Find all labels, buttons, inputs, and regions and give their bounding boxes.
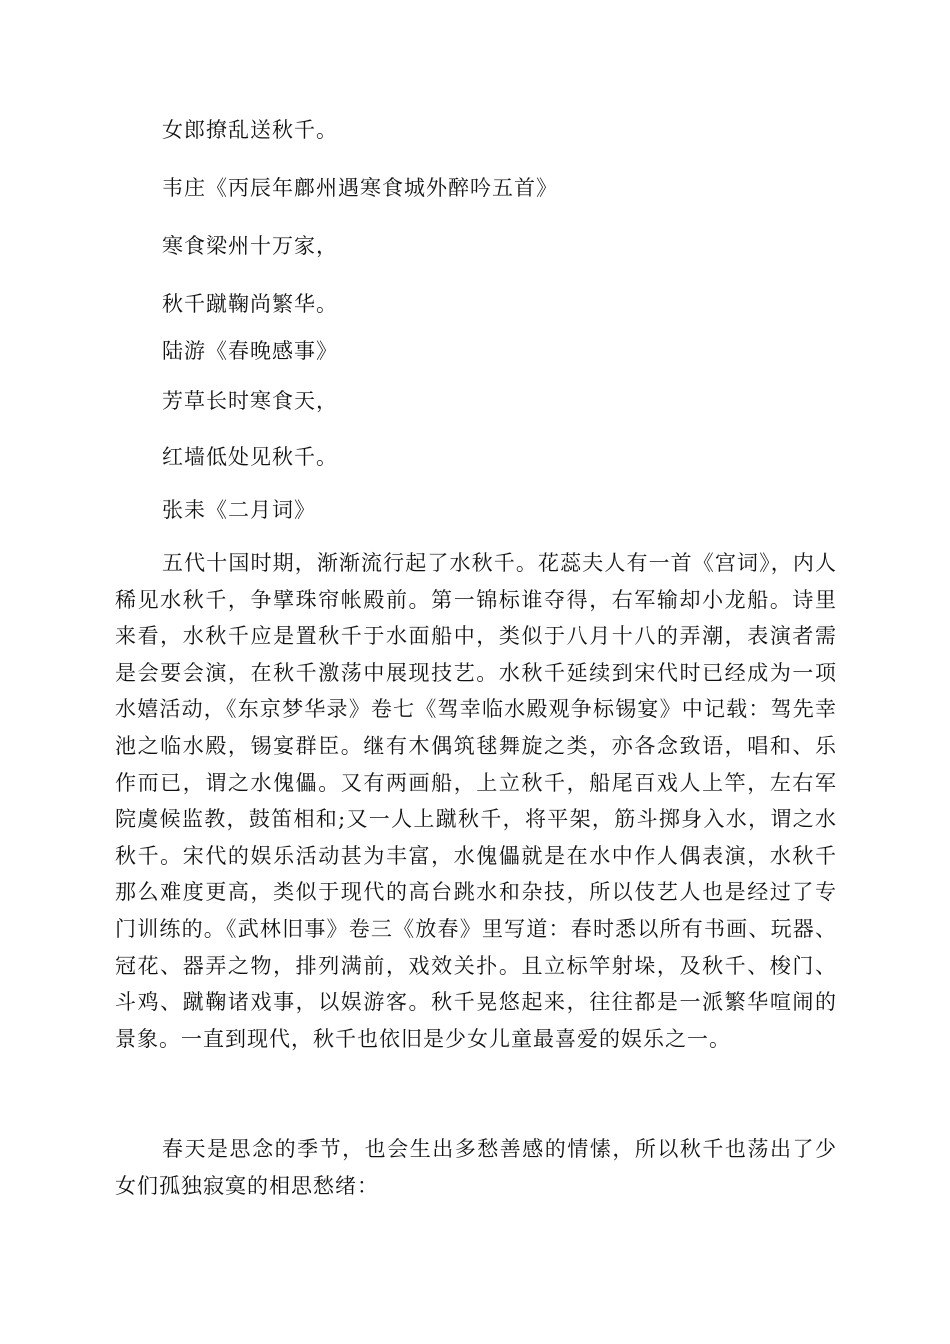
verse-line: 芳草长时寒食天， xyxy=(162,389,338,413)
poem-attribution: 张耒《二月词》 xyxy=(162,498,316,522)
body-paragraph: 春天是思念的季节，也会生出多愁善感的情愫，所以秋千也荡出了少女们孤独寂寞的相思愁绪： xyxy=(115,1137,837,1198)
verse-line: 寒食梁州十万家， xyxy=(162,234,338,258)
poem-attribution: 韦庄《丙辰年鄜州遇寒食城外醉吟五首》 xyxy=(162,176,558,200)
poem-attribution: 陆游《春晚感事》 xyxy=(162,339,338,363)
verse-line: 红墙低处见秋千。 xyxy=(162,445,338,469)
verse-line: 秋千蹴鞠尚繁华。 xyxy=(162,292,338,316)
verse-line: 女郎撩乱送秋千。 xyxy=(162,118,338,142)
body-paragraph: 五代十国时期，渐渐流行起了水秋千。花蕊夫人有一首《宫词》，内人稀见水秋千，争擘珠帘帐殿前。第一锦标谁夺得，右军输却小龙船。诗里来看，水秋千应是置秋千于水面船中，类似于八月十八的弄潮，表演者需是会要会演，在秋千激荡中展现技艺。水秋千延续到宋代时已经成为一项水嬉活动，《东京梦华录》卷七《驾幸临水殿观争标锡宴》中记载：驾先幸池之临水殿，锡宴群臣。继有木偶筑毬舞旋之类，亦各念致语，唱和、乐作而已，谓之水傀儡。又有两画船，上立秋千，船尾百戏人上竿，左右军院虞候监教，鼓笛相和;又一人上蹴秋千，将平架，筋斗掷身入水，谓之水秋千。宋代的娱乐活动甚为丰富，水傀儡就是在水中作人偶表演，水秋千那么难度更高，类似于现代的高台跳水和杂技，所以伎艺人也是经过了专门训练的。《武林旧事》卷三《放春》里写道：春时悉以所有书画、玩器、冠花、器弄之物，排列满前，戏效关扑。且立标竿射垛，及秋千、梭门、斗鸡、蹴鞠诸戏事，以娱游客。秋千晃悠起来，往往都是一派繁华喧闹的景象。一直到现代，秋千也依旧是少女儿童最喜爱的娱乐之一。 xyxy=(115,551,837,1051)
